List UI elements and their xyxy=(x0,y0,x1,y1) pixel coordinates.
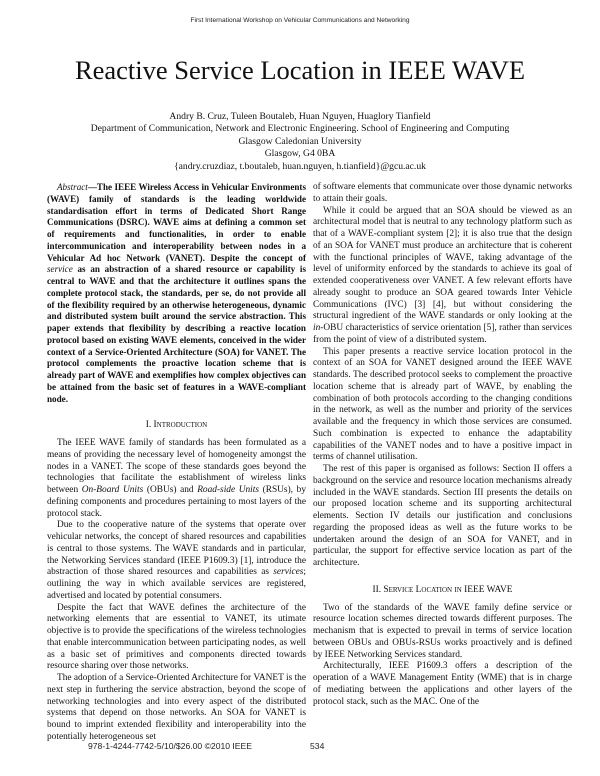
emphasis-text: service xyxy=(47,264,73,275)
author-city: Glasgow, G4 0BA xyxy=(264,148,336,160)
author-university: Glasgow Caledonian University xyxy=(238,135,362,147)
author-block xyxy=(0,111,600,173)
text-run: Two of the standards of the WAVE family define service or resource location schemes directed towards different purposes. The mechanism that is expected to prevail in terms of service location between OBUs and OBUs-RSUs works proactively and is defined by IEEE Networking Services standard. xyxy=(313,602,572,660)
text-run: (OBUs) and xyxy=(143,485,198,495)
page-number: 534 xyxy=(310,741,325,751)
paragraph xyxy=(47,603,306,674)
emphasis-text: Road-side Units xyxy=(197,485,259,495)
emphasis-text: Abstract xyxy=(57,182,88,192)
text-run: —The IEEE Wireless Access in Vehicular Environments (WAVE) family of standards is the leading worldwide standardisation effort in terms of Dedicated Short Range Communications (DSRC). WAVE aims at defining a common set of requirements and functionalities, in order to enable intercommunication and interoperability between nodes in a Vehicular Ad hoc Network (VANET). Despite the concept of xyxy=(47,182,306,263)
intro-body xyxy=(47,438,306,744)
left-column xyxy=(47,182,306,744)
paragraph xyxy=(313,464,572,570)
paragraph xyxy=(313,603,572,662)
right-column xyxy=(313,182,572,708)
copyright-isbn: 978-1-4244-7742-5/10/$26.00 ©2010 IEEE xyxy=(88,741,253,751)
paragraph xyxy=(313,206,572,347)
paragraph xyxy=(47,673,306,744)
text-run: The rest of this paper is organised as follows: Section II offers a background on the service and resource location mechanisms already included in the WAVE standards. Section III presents the details on our proposed location scheme and its supporting architectural elements. Section IV details our justification and conclusions regarding the proposed ideas as well as the future works to be undertaken around the design of an SOA for VANET, and in particular, the support for effective service location as part of the architecture. xyxy=(313,464,572,568)
section-heading-introduction: I. Introduction xyxy=(145,420,208,431)
section-heading-service-location: II. Service Location in IEEE WAVE xyxy=(372,584,513,595)
text-run: Architecturally, IEEE P1609.3 offers a description of the operation of a WAVE Management Entity (WME) that is in charge of mediating between the applications and other layers of the protocol stack, such as the MAC. One of the xyxy=(313,661,572,707)
emphasis-text: in xyxy=(313,323,321,333)
paragraph xyxy=(47,520,306,602)
text-run: The IEEE WAVE family of standards has been formulated as a means of providing the necessary level of homogeneity amongst the nodes in a VANET. The scope of these standards goes beyond the technologies that facilitate the establishment of wireless links between xyxy=(47,438,306,495)
text-run: Due to the cooperative nature of the systems that operate over vehicular networks, the concept of shared resources and capabilities is central to those systems. The WAVE standards and in particular, the Networking Services standard (IEEE P1609.3) [1], introduce the abstraction of those shared resources and capabilities as xyxy=(47,520,306,578)
paragraph xyxy=(313,347,572,465)
paragraph xyxy=(313,182,572,206)
conference-header: First International Workshop on Vehicular Communications and Networking xyxy=(190,17,410,24)
abstract xyxy=(47,182,306,405)
paragraph xyxy=(313,661,572,708)
paper-title: Reactive Service Location in IEEE WAVE xyxy=(74,55,526,85)
author-names: Andry B. Cruz, Tuleen Boutaleb, Huan Nguyen, Huaglory Tianfield xyxy=(169,111,431,122)
text-run: The adoption of a Service-Oriented Architecture for VANET is the next step in furthering the service abstraction, beyond the scope of networking technologies and into every aspect of the distributed systems that depend on those networks. An SOA for VANET is bound to imprint extended flexibility and interoperability into the potentially heterogeneous set xyxy=(47,673,306,742)
emphasis-text: services xyxy=(273,567,304,578)
text-run: ; outlining the way in which available services are registered, advertised and located by potential consumers. xyxy=(47,567,306,601)
author-emails: {andry.cruzdiaz, t.boutaleb, huan.nguyen, h.tianfield}@gcu.ac.uk xyxy=(174,160,426,172)
text-run: -OBU characteristics of service orientation [5], rather than services from the point of view of a distributed system. xyxy=(313,323,572,345)
text-run: Despite the fact that WAVE defines the architecture of the networking elements that are essential to VANET, its utimate objective is to provide the specifications of the wireless technologies that enable intercommunication between participating nodes, as well as a basic set of primitives and components directed towards resource sharing over those networks. xyxy=(47,602,306,672)
text-run: While it could be argued that an SOA should be viewed as an architectural model that is neutral to any technology platform such as that of a WAVE-compliant system [2]; it is also true that the design of an SOA for VANET must produce an architecture that is coherent with the functional principles of WAVE, taking advantage of the level of uniformity enforced by the standards to achieve its goal of extended cooperativeness over VANET. A few relevant efforts have already sought to produce an SOA geared towards Inter Vehicle Communications (IVC) [3] [4], but without considering the structural ingredient of the WAVE standards or only looking at the xyxy=(313,205,572,322)
text-run: (RSUs), by defining components and procedures pertaining to most layers of the protocol stack. xyxy=(47,485,306,519)
page-footer xyxy=(88,741,324,751)
section2-body xyxy=(313,603,572,709)
author-department: Department of Communication, Network and Electronic Engineering. School of Engineering and Computing xyxy=(90,123,510,135)
intro-body-continued xyxy=(313,182,572,570)
emphasis-text: On-Board Units xyxy=(81,485,144,495)
text-run: This paper presents a reactive service location protocol in the context of an SOA for VANET designed around the IEEE WAVE standards. The described protocol seeks to complement the proactive location scheme that is already part of WAVE, by enabling the combination of both protocols according to the changing conditions in the network, as well as the number and priority of the services available and the frequency in which those services are consumed. Such combination is expected to enhance the adaptability capabilities of the VANET nodes and to have a positive impact in terms of channel utilisation. xyxy=(313,346,572,463)
text-run: as an abstraction of a shared resource or capability is central to WAVE and that the architecture it outlines spans the complete protocol stack, the standards, per se, do not provide all of the flexibility required by an otherwise heterogeneous, dynamic and distributed system built around the service abstraction. This paper extends that flexibility by describing a reactive location protocol based on existing WAVE elements, conceived in the wider context of a Service-Oriented Architecture (SOA) for VANET. The protocol complements the proactive location scheme that is already part of WAVE and exemplifies how complex objectives can be attained from the basic set of features in a WAVE-compliant node. xyxy=(47,264,306,404)
paragraph xyxy=(47,438,306,520)
text-run: of software elements that communicate over those dynamic networks to attain their goals. xyxy=(313,182,572,204)
